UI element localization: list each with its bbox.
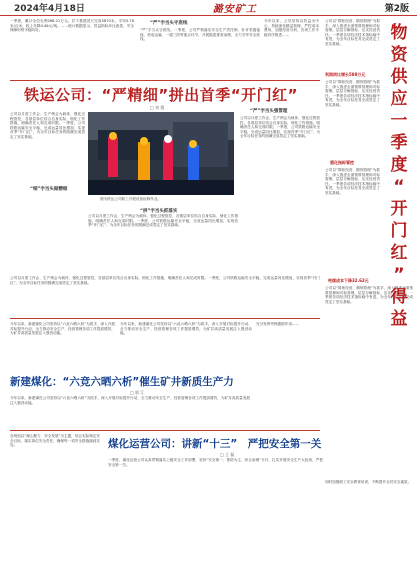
article2-mid: 今年以来，新建煤化公司坚持以“六竞六晒六析”为抓手，深入开展对标提升行动，全力推动安全生产、经营管理各项工作提质增效，为矿井高质量发展注入强劲动能。 — [120, 322, 252, 336]
vertical-headline — [382, 22, 416, 340]
vertical-headline-char: 一 — [390, 111, 408, 131]
top-left-column: 一季度，累计全员毛利268.21万元。井下基建进尺完成5870米，平均5.78米/百米，较上年降0.46元/吨。……统计数据显示，效益指标环比改善，安全保障形势平稳向好。 — [10, 19, 134, 33]
masthead — [0, 0, 417, 16]
vertical-headline-char: 红 — [390, 243, 408, 263]
right-column-text-3: 公司以“算账经营、精细管理”为抓手，深入推进全面预算管理和对标管理，层层分解指标，压实经营责任。一季度各项经济技术指标稳中有进，为全年目标任务完成奠定了坚实基础。 — [325, 168, 380, 195]
bottom-left-column: 各班组以“凝心聚力、安全发展”为主题，结合实际制定安全目标，落实岗位安全责任，确保每一项安全措施落到实处。 — [10, 434, 100, 448]
article2-headline: 新建煤化：“六竞六晒六析”催生矿井新质生产力 — [10, 376, 234, 388]
vertical-headline-char: ” — [393, 265, 405, 285]
vertical-headline-char: 益 — [390, 309, 408, 329]
right-column-text: 公司以“算账经营、精细管理”为抓手，深入推进全面预算管理和对标管理，层层分解指标，压实经营责任。一季度各项经济技术指标稳中有进，为全年目标任务完成奠定了坚实基础。 — [325, 19, 380, 46]
article2-byline: □ 郭 江 — [130, 390, 145, 395]
article1-col-right: 公司以月度工作会、生产例会为载体，强化过程管控，各基层单位结合自身实际，细化工作措施，明确责任人和完成时限。一季度，公司铁路运输安全平稳，完成运量同比增加，实现首季“开门红”，为全年目标任务的圆满完成奠定了坚实基础。 — [240, 116, 320, 139]
page-number: 第2版 — [384, 4, 409, 14]
article1-subhead-1: “细”字当头做精细 — [30, 187, 68, 192]
article3-headline: 煤化运营公司：讲新“十三” 严把安全第一关 — [108, 438, 322, 450]
vertical-headline-char: 门 — [390, 221, 408, 241]
right-subhead-1: 利润同比增长588万元 — [325, 72, 366, 77]
vertical-headline-char: 资 — [390, 45, 408, 65]
article1-col1: 公司以月度工作会、生产例会为载体，强化过程管控，各基层单位结合自身实际，细化工作措施，明确责任人和完成时限。一季度，公司铁路运输安全平稳，完成运量同比增加，实现首季“开门红”，为全年目标任务的圆满完成奠定了坚实基础。 — [10, 112, 85, 139]
right-subhead-2: 强化指标管控 — [330, 160, 354, 165]
article1-subhead-2: “严”字当头强管理 — [250, 109, 288, 114]
top-mid-column: “严”字当头守底线。一季度，公司严格落实安全生产责任制，针对采掘接续、机电运输、一通三防等重点环节，开展隐患排查治理，全力守牢安全底线。 — [140, 28, 260, 42]
article1-photo — [88, 112, 234, 195]
vertical-headline-char: 供 — [390, 67, 408, 87]
article2-rule — [10, 318, 320, 319]
vertical-headline-char: “ — [393, 177, 405, 197]
top-col4: 今年以来，公司坚持以效益为中心，持续深化精益管理，严控成本费用，加强经营分析，各项工作平稳有序推进…… — [264, 19, 319, 37]
bottom-right-column: 同时加强职工安全教育培训，不断提升全员安全素质。 — [325, 480, 412, 484]
article2-body: 今年以来，新建煤化公司坚持以“六竞六晒六析”为抓手，深入开展对标提升行动，全力推动安全生产、经营管理各项工作提质增效，为矿井高质量发展注入强劲动能。 — [10, 396, 250, 405]
right-column-text-4: 公司以“算账经营、精细管理”为抓手，深入推进全面预算管理和对标管理，层层分解指标，压实经营责任。一季度各项经济技术指标稳中有进，为全年目标任务完成奠定了坚实基础。 — [325, 286, 413, 304]
newspaper-logo: 潞安矿工 — [212, 4, 257, 15]
article1-byline: □ 刘 霞 — [150, 105, 165, 110]
right-column-text-2: 公司以“算账经营、精细管理”为抓手，深入推进全面预算管理和对标管理，层层分解指标，压实经营责任。一季度各项经济技术指标稳中有进，为全年目标任务完成奠定了坚实基础。 — [325, 80, 380, 107]
issue-date: 2024年4月18日 — [14, 4, 85, 14]
article3-byline: □ 王 磊 — [220, 452, 235, 457]
vertical-headline-char: 物 — [390, 23, 408, 43]
article1-subhead-3: “拼”字当头抓落实 — [140, 209, 178, 214]
article1-lower: 公司以月度工作会、生产例会为载体，强化过程管控，各基层单位结合自身实际，细化工作措施，明确责任人和完成时限。一季度，公司铁路运输安全平稳，完成运量同比增加，实现首季“开门红”，为全年目标任务的圆满完成奠定了坚实基础。 — [10, 276, 320, 285]
vertical-headline-char: 得 — [390, 287, 408, 307]
article3-body: 一季度，煤化运营公司认真贯彻落实上级安全工作部署，坚持“安全第一、预防为主、综合治理”方针，扎实开展安全生产大检查，严把安全第一关。 — [108, 458, 323, 467]
article2-left-column: 今年以来，新建煤化公司坚持以“六竞六晒六析”为抓手，深入开展对标提升行动，全力推动安全生产、经营管理各项工作提质增效，为矿井高质量发展注入强劲动能。 — [10, 322, 115, 336]
article2-side-text: 充分发挥考核激励作用…… — [256, 322, 300, 326]
vertical-headline-char: 季 — [390, 133, 408, 153]
article3-rule — [10, 430, 320, 431]
article1-col-mid: 公司以月度工作会、生产例会为载体，强化过程管控，各基层单位结合自身实际，细化工作措施，明确责任人和完成时限。一季度，公司铁路运输安全平稳，完成运量同比增加，实现首季“开门红”，为全年目标任务的圆满完成奠定了坚实基础。 — [88, 214, 238, 228]
top-subhead: “严”字当头守底线 — [150, 21, 188, 26]
headline-rule — [10, 80, 320, 81]
vertical-headline-char: 应 — [390, 89, 408, 109]
right-subhead-3: 吨煤成本下降32.62元 — [328, 278, 369, 283]
article1-headline: 铁运公司：“严精细”拼出首季“开门红” — [24, 86, 298, 104]
vertical-headline-char: 开 — [390, 199, 408, 219]
photo-caption: 图为铁运公司职工开展设备检修作业。 — [100, 197, 162, 201]
vertical-headline-char: 度 — [390, 155, 408, 175]
